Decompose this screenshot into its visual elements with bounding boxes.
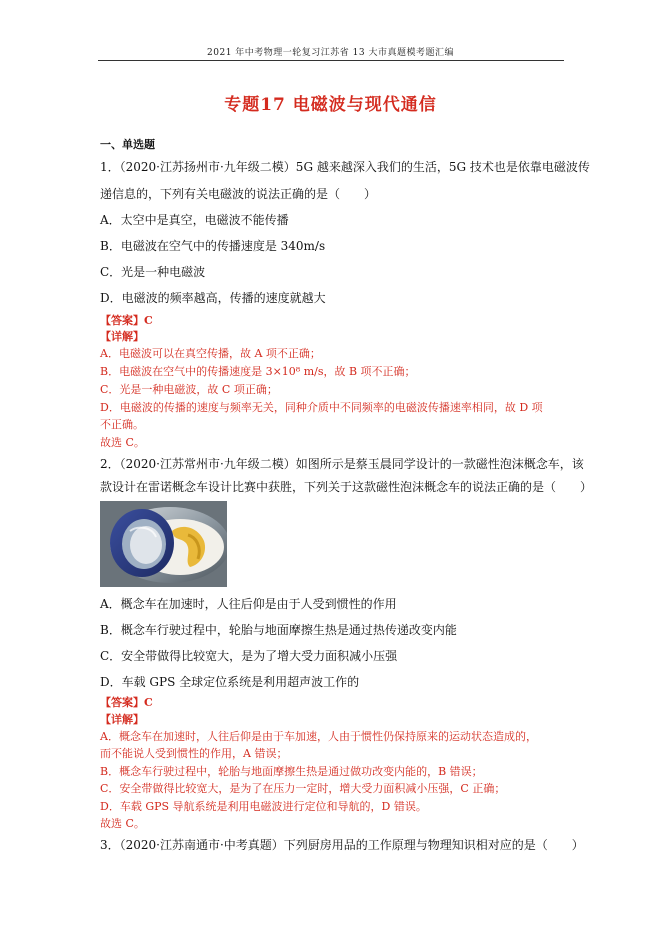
q1-option-c: C．光是一种电磁波 xyxy=(100,265,206,279)
q2-conclusion: 故选 C。 xyxy=(100,817,145,830)
q1-option-d: D．电磁波的频率越高，传播的速度就越大 xyxy=(100,291,326,305)
q2-explain-a: A．概念车在加速时，人往后仰是由于车加速，人由于惯性仍保持原来的运动状态造成的， xyxy=(100,730,537,743)
q3-stem-line-1: 3．（2020·江苏南通市·中考真题）下列厨房用品的工作原理与物理知识相对应的是（ ） xyxy=(100,838,584,852)
concept-car-image xyxy=(100,501,227,587)
q1-option-b: B．电磁波在空气中的传播速度是 340m/s xyxy=(100,239,326,253)
q1-detail-label: 【详解】 xyxy=(100,330,144,343)
q1-answer: 【答案】C xyxy=(100,314,153,327)
q2-option-b: B．概念车行驶过程中，轮胎与地面摩擦生热是通过热传递改变内能 xyxy=(100,623,457,637)
document-title: 专题17 电磁波与现代通信 xyxy=(224,95,437,115)
q1-conclusion: 故选 C。 xyxy=(100,436,145,449)
q1-explain-a: A．电磁波可以在真空传播，故 A 项不正确； xyxy=(100,347,321,360)
q1-stem-line-1: 1．（2020·江苏扬州市·九年级二模）5G 越来越深入我们的生活，5G 技术也是依靠电磁波传 xyxy=(100,160,590,174)
q2-explain-a-cont: 而不能说人受到惯性的作用，A 错误； xyxy=(100,747,288,760)
q2-option-a: A．概念车在加速时，人往后仰是由于人受到惯性的作用 xyxy=(100,597,397,611)
page-header: 2021 年中考物理一轮复习江苏省 13 大市真题模考题汇编 xyxy=(207,48,454,58)
header-divider xyxy=(98,60,564,61)
q2-answer: 【答案】C xyxy=(100,696,153,709)
q1-explain-c: C．光是一种电磁波，故 C 项正确； xyxy=(100,383,278,396)
q2-explain-d: D．车载 GPS 导航系统是利用电磁波进行定位和导航的，D 错误。 xyxy=(100,800,427,813)
concept-car-illustration xyxy=(100,501,227,587)
q1-explain-d-cont: 不正确。 xyxy=(100,418,144,431)
q2-detail-label: 【详解】 xyxy=(100,713,144,726)
q1-explain-d: D．电磁波的传播的速度与频率无关，同种介质中不同频率的电磁波传播速率相同，故 D 项 xyxy=(100,401,543,414)
q1-stem-line-2: 递信息的，下列有关电磁波的说法正确的是（ ） xyxy=(100,187,377,201)
section-heading: 一、单选题 xyxy=(100,138,155,151)
q1-option-a: A．太空中是真空，电磁波不能传播 xyxy=(100,213,289,227)
q2-explain-c: C．安全带做得比较宽大，是为了在压力一定时，增大受力面积减小压强，C 正确； xyxy=(100,782,506,795)
q2-explain-b: B．概念车行驶过程中，轮胎与地面摩擦生热是通过做功改变内能的，B 错误； xyxy=(100,765,483,778)
q2-stem-line-1: 2．（2020·江苏常州市·九年级二模）如图所示是蔡玉晨同学设计的一款磁性泡沫概念车，该 xyxy=(100,457,584,471)
q2-option-c: C．安全带做得比较宽大，是为了增大受力面积减小压强 xyxy=(100,649,398,663)
q2-option-d: D．车载 GPS 全球定位系统是利用超声波工作的 xyxy=(100,675,360,689)
q2-stem-line-2: 款设计在雷诺概念车设计比赛中获胜，下列关于这款磁性泡沫概念车的说法正确的是（ ） xyxy=(100,480,593,494)
q1-explain-b: B．电磁波在空气中的传播速度是 3×10⁸ m/s，故 B 项不正确； xyxy=(100,365,416,378)
